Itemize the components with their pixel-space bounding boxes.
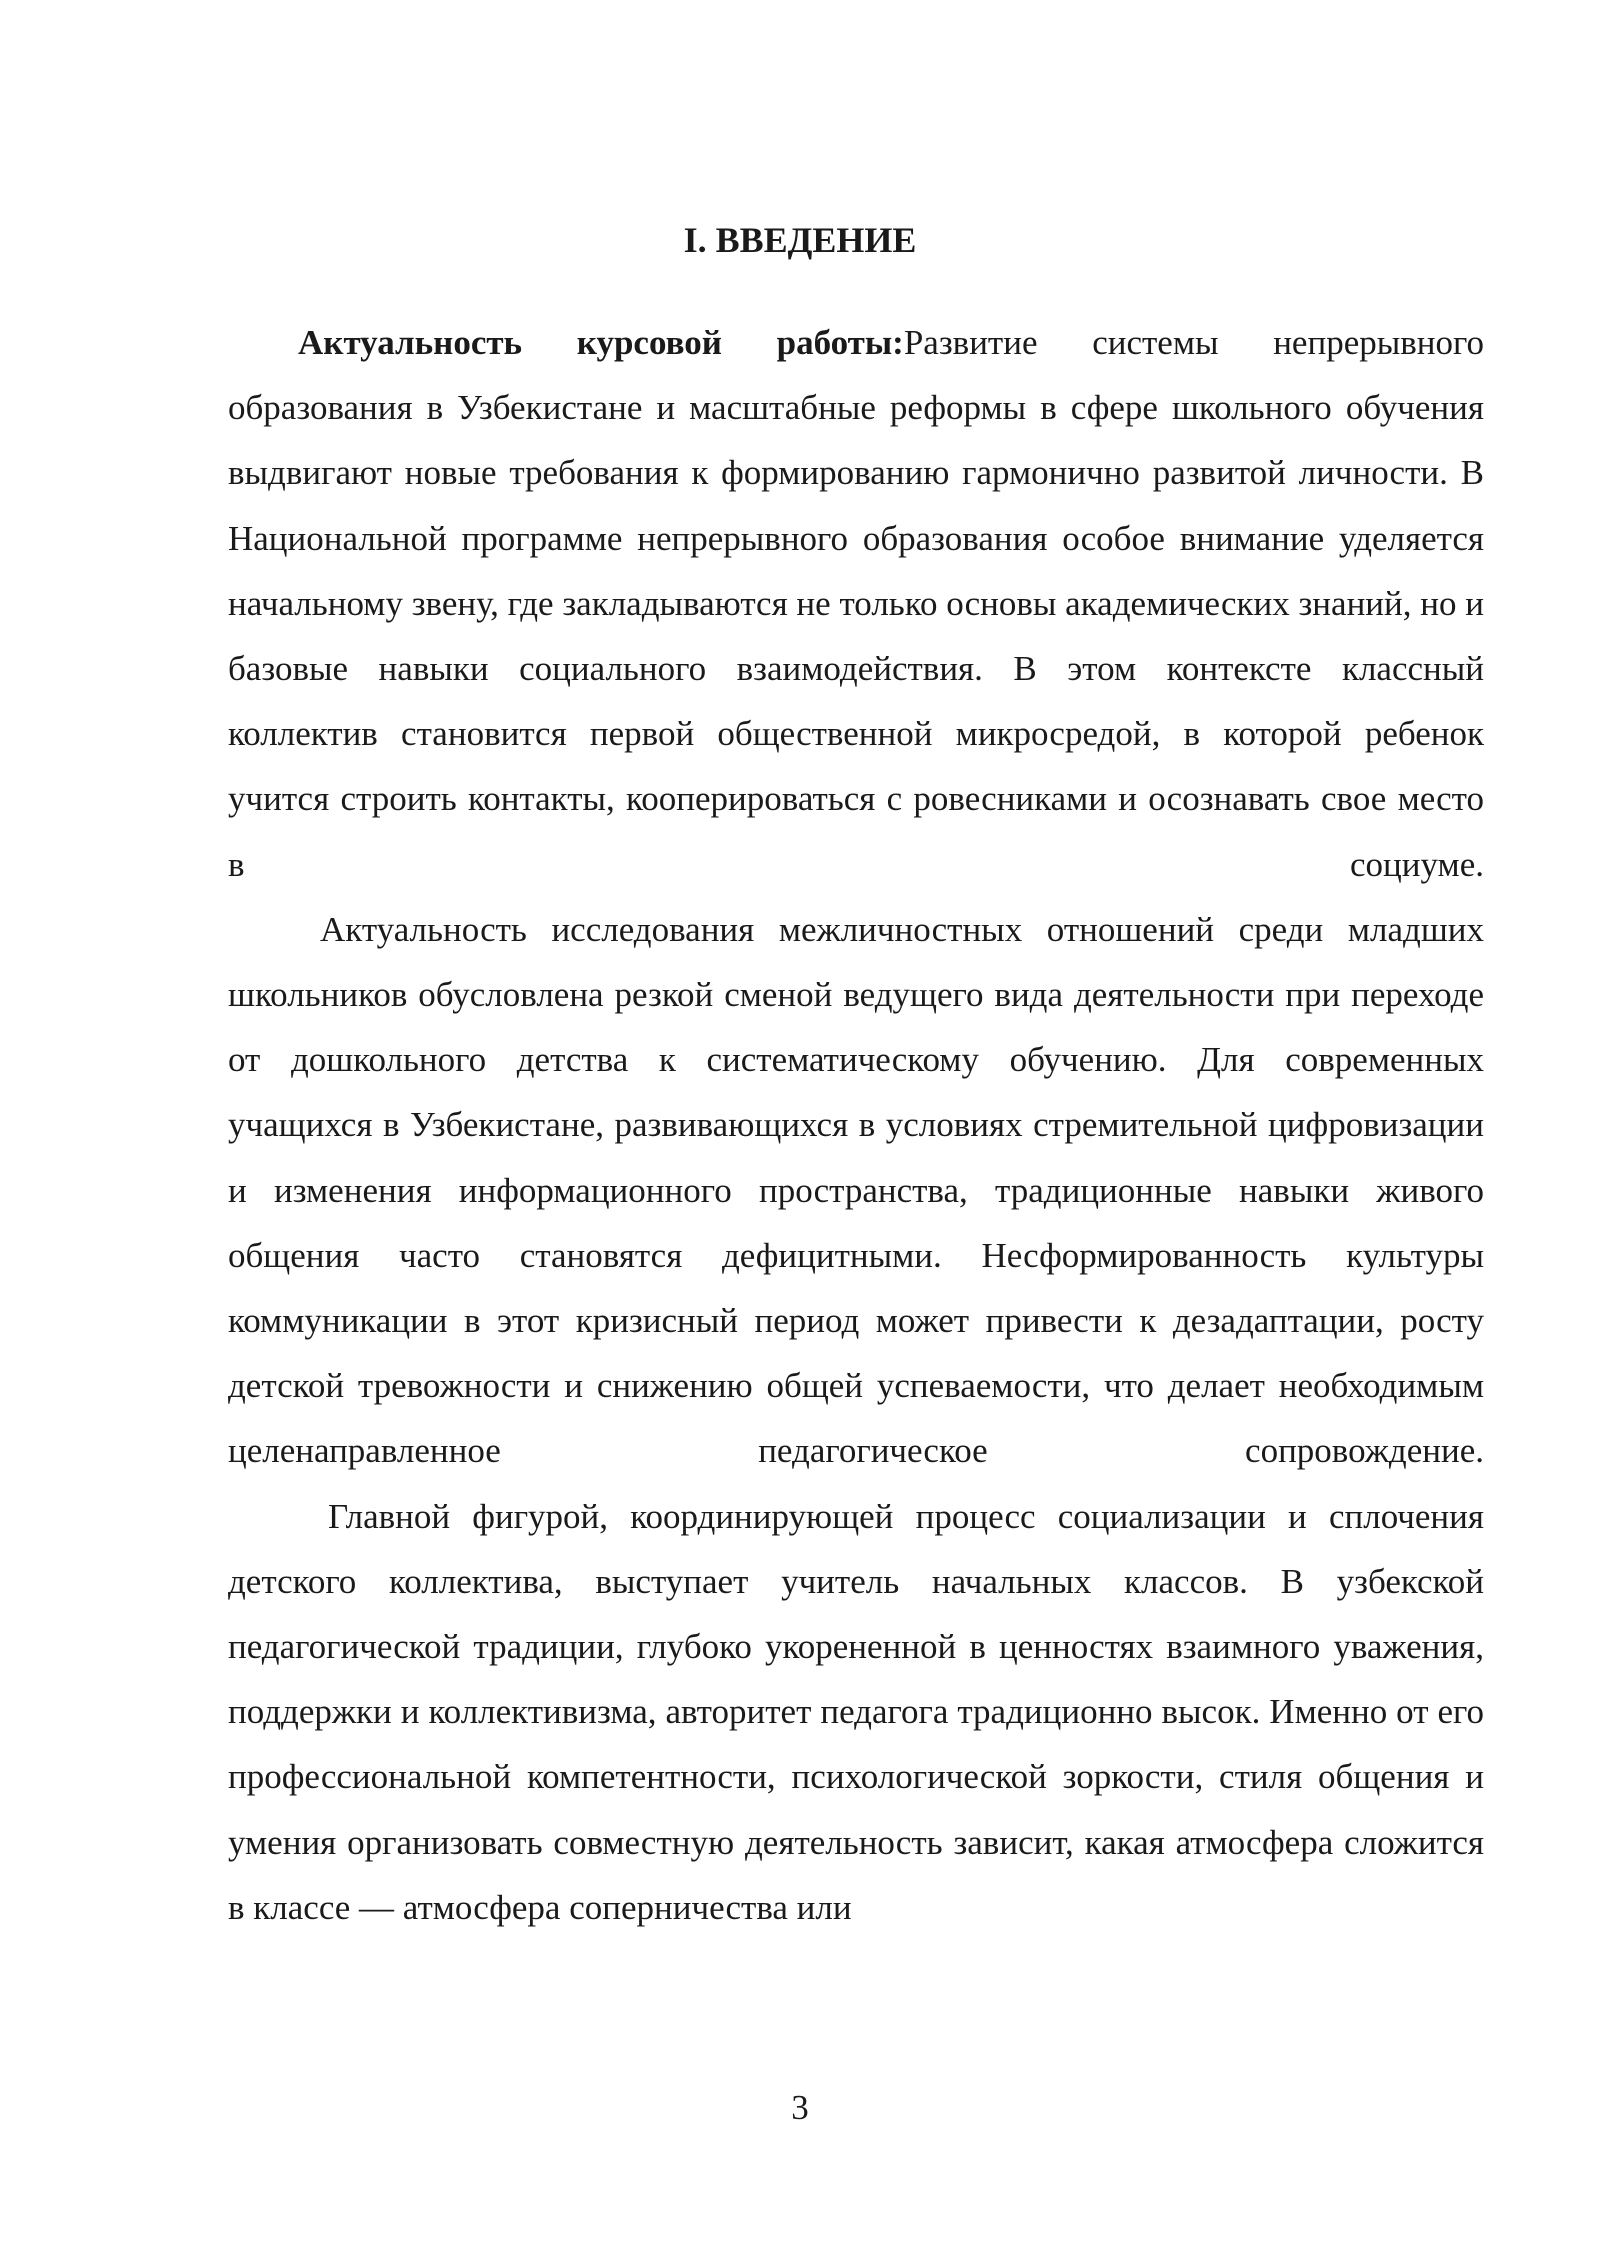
paragraph-teacher-role <box>228 1484 1484 1940</box>
paragraph-research-relevance <box>228 897 1484 1484</box>
paragraph-text: Актуальность исследования межличностных отношений среди младших школьников обусловлена резкой сменой ведущего вида деятельности при переходе от дошкольного детства к систематическому обучению. Для современных учащихся в Узбекистане, развивающихся в условиях стремительной цифровизации и изменения информационного пространства, традиционные навыки живого общения часто становятся дефицитными. Несформированность культуры коммуникации в этот кризисный период может привести к дезадаптации, росту детской тревожности и снижению общей успеваемости, что делает необходимым целенаправленное педагогическое сопровождение. <box>228 909 1484 1471</box>
page-number: 3 <box>791 2088 809 2127</box>
section-title: I. ВВЕДЕНИЕ <box>683 220 917 260</box>
paragraph-text: Главной фигурой, координирующей процесс социализации и сплочения детского коллектива, выступает учитель начальных классов. В узбекской педагогической традиции, глубоко укорененной в ценностях взаимного уважения, поддержки и коллективизма, авторитет педагога традиционно высок. Именно от его профессиональной компетентности, психологической зоркости, стиля общения и умения организовать совместную деятельность зависит, какая атмосфера сложится в классе — атмосфера соперничества или <box>228 1496 1484 1927</box>
paragraph-lead: Актуальность курсовой работы: <box>298 323 904 362</box>
body-text <box>228 310 1484 1940</box>
paragraph-text: Развитие системы непрерывного образования в Узбекистане и масштабные реформы в сфере школьного обучения выдвигают новые требования к формированию гармонично развитой личности. В Национальной программе непрерывного образования особое внимание уделяется начальному звену, где закладываются не только основы академических знаний, но и базовые навыки социального взаимодействия. В этом контексте классный коллектив становится первой общественной микросредой, в которой ребенок учится строить контакты, кооперироваться с ровесниками и осознавать свое место в социуме. <box>228 323 1484 884</box>
paragraph-relevance <box>228 310 1484 897</box>
